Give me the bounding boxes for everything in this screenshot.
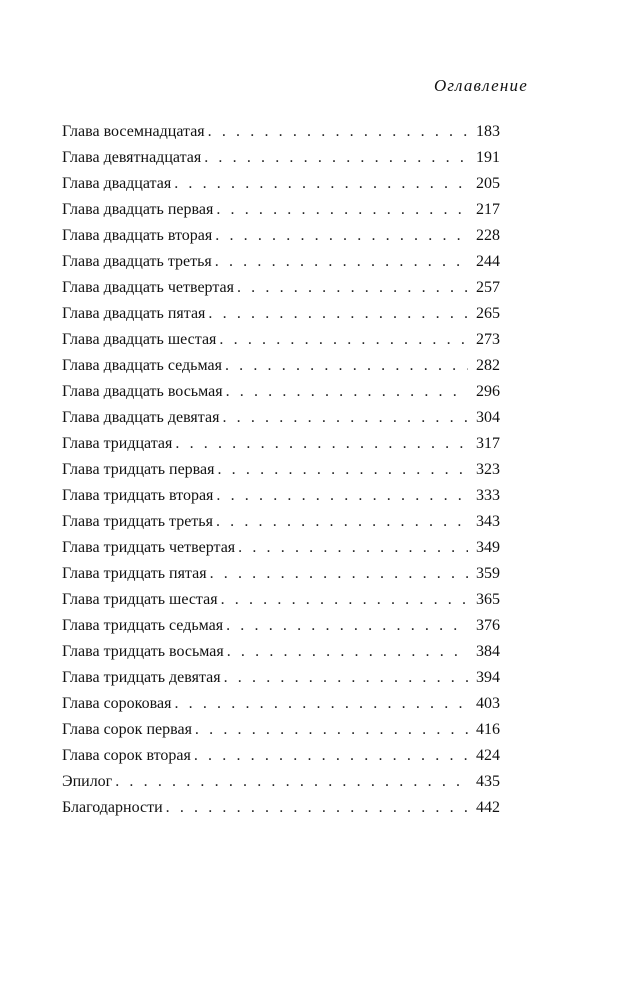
toc-entry	[62, 691, 500, 717]
dot-leader	[215, 249, 468, 275]
dot-leader	[226, 613, 468, 639]
toc-entry-page: 403	[476, 695, 500, 712]
toc-entry-page: 394	[476, 669, 500, 686]
toc-entry-page: 191	[476, 149, 500, 166]
toc-entry-title: Глава девятнадцатая	[62, 149, 202, 166]
toc-entry-page: 416	[476, 721, 500, 738]
toc-entry-title: Глава сорок первая	[62, 721, 192, 738]
dot-leader	[174, 171, 468, 197]
toc-entry	[62, 795, 500, 821]
toc-entry-page: 205	[476, 175, 500, 192]
toc-entry	[62, 223, 500, 249]
dot-leader	[195, 717, 468, 743]
dot-leader	[226, 379, 468, 405]
dot-leader	[194, 743, 468, 769]
dot-leader	[216, 197, 468, 223]
toc-entry	[62, 379, 500, 405]
toc-entry	[62, 405, 500, 431]
toc-entry	[62, 743, 500, 769]
dot-leader	[115, 769, 468, 795]
toc-entry	[62, 483, 500, 509]
toc-entry	[62, 171, 500, 197]
dot-leader	[215, 223, 468, 249]
toc-entry-page: 365	[476, 591, 500, 608]
toc-entry-page: 257	[476, 279, 500, 296]
toc-entry-title: Глава тридцать шестая	[62, 591, 218, 608]
toc-entry-page: 424	[476, 747, 500, 764]
toc-entry-title: Глава тридцать пятая	[62, 565, 207, 582]
toc-entry-page: 333	[476, 487, 500, 504]
toc-entry-title: Глава тридцать девятая	[62, 669, 221, 686]
toc-entry-title: Глава двадцать первая	[62, 201, 214, 218]
toc-entry-title: Благодарности	[62, 799, 163, 816]
toc-entry	[62, 665, 500, 691]
toc-entry	[62, 639, 500, 665]
toc-entry-page: 304	[476, 409, 500, 426]
dot-leader	[166, 795, 468, 821]
toc-entry	[62, 301, 500, 327]
toc-entry-page: 323	[476, 461, 500, 478]
toc-entry-title: Глава тридцать седьмая	[62, 617, 224, 634]
toc-entry-title: Глава тридцатая	[62, 435, 173, 452]
toc-entry-page: 228	[476, 227, 500, 244]
dot-leader	[238, 535, 468, 561]
toc-entry	[62, 535, 500, 561]
dot-leader	[221, 587, 468, 613]
toc-entry	[62, 327, 500, 353]
toc-entry	[62, 353, 500, 379]
toc-entry	[62, 769, 500, 795]
toc-entry-title: Глава тридцать первая	[62, 461, 215, 478]
toc-entry-title: Глава двадцать четвертая	[62, 279, 234, 296]
toc-entry-page: 317	[476, 435, 500, 452]
toc-entry-title: Глава сорок вторая	[62, 747, 191, 764]
dot-leader	[210, 561, 468, 587]
toc-entry	[62, 509, 500, 535]
toc-entry-page: 217	[476, 201, 500, 218]
toc-entry-title: Глава восемнадцатая	[62, 123, 205, 140]
toc-entry-page: 384	[476, 643, 500, 660]
dot-leader	[216, 483, 468, 509]
toc-entry-page: 296	[476, 383, 500, 400]
toc-entry	[62, 145, 500, 171]
dot-leader	[222, 405, 468, 431]
toc-entry	[62, 119, 500, 145]
toc-entry	[62, 613, 500, 639]
toc-entry-title: Глава двадцать девятая	[62, 409, 220, 426]
toc-entry	[62, 197, 500, 223]
toc-entry	[62, 275, 500, 301]
toc-entry-page: 349	[476, 539, 500, 556]
toc-entry-title: Глава тридцать восьмая	[62, 643, 224, 660]
toc-entry-page: 376	[476, 617, 500, 634]
toc-entry-page: 435	[476, 773, 500, 790]
dot-leader	[175, 431, 468, 457]
table-of-contents	[62, 119, 500, 821]
toc-entry	[62, 587, 500, 613]
dot-leader	[204, 145, 468, 171]
toc-entry-title: Глава сороковая	[62, 695, 172, 712]
toc-entry	[62, 249, 500, 275]
toc-entry-page: 265	[476, 305, 500, 322]
dot-leader	[225, 353, 468, 379]
toc-entry-page: 273	[476, 331, 500, 348]
toc-entry	[62, 717, 500, 743]
toc-entry-title: Глава двадцать восьмая	[62, 383, 223, 400]
toc-entry-page: 183	[476, 123, 500, 140]
toc-entry-page: 343	[476, 513, 500, 530]
toc-entry-title: Глава тридцать вторая	[62, 487, 214, 504]
toc-entry-title: Глава двадцать седьмая	[62, 357, 222, 374]
toc-entry-title: Глава двадцать вторая	[62, 227, 213, 244]
toc-entry-page: 442	[476, 799, 500, 816]
dot-leader	[237, 275, 468, 301]
dot-leader	[217, 457, 468, 483]
toc-entry-title: Глава двадцать пятая	[62, 305, 206, 322]
toc-entry	[62, 561, 500, 587]
toc-entry-title: Глава двадцать шестая	[62, 331, 217, 348]
toc-entry-title: Эпилог	[62, 773, 113, 790]
dot-leader	[216, 509, 468, 535]
toc-entry-title: Глава двадцать третья	[62, 253, 212, 270]
toc-entry-page: 244	[476, 253, 500, 270]
dot-leader	[174, 691, 468, 717]
toc-entry-title: Глава тридцать третья	[62, 513, 213, 530]
dot-leader	[208, 119, 468, 145]
dot-leader	[208, 301, 468, 327]
dot-leader	[219, 327, 468, 353]
toc-entry-title: Глава двадцатая	[62, 175, 172, 192]
dot-leader	[224, 665, 468, 691]
toc-entry-title: Глава тридцать четвертая	[62, 539, 236, 556]
running-header: Оглавление	[433, 76, 528, 95]
toc-entry-page: 359	[476, 565, 500, 582]
toc-entry	[62, 431, 500, 457]
toc-entry-page: 282	[476, 357, 500, 374]
dot-leader	[227, 639, 468, 665]
toc-entry	[62, 457, 500, 483]
